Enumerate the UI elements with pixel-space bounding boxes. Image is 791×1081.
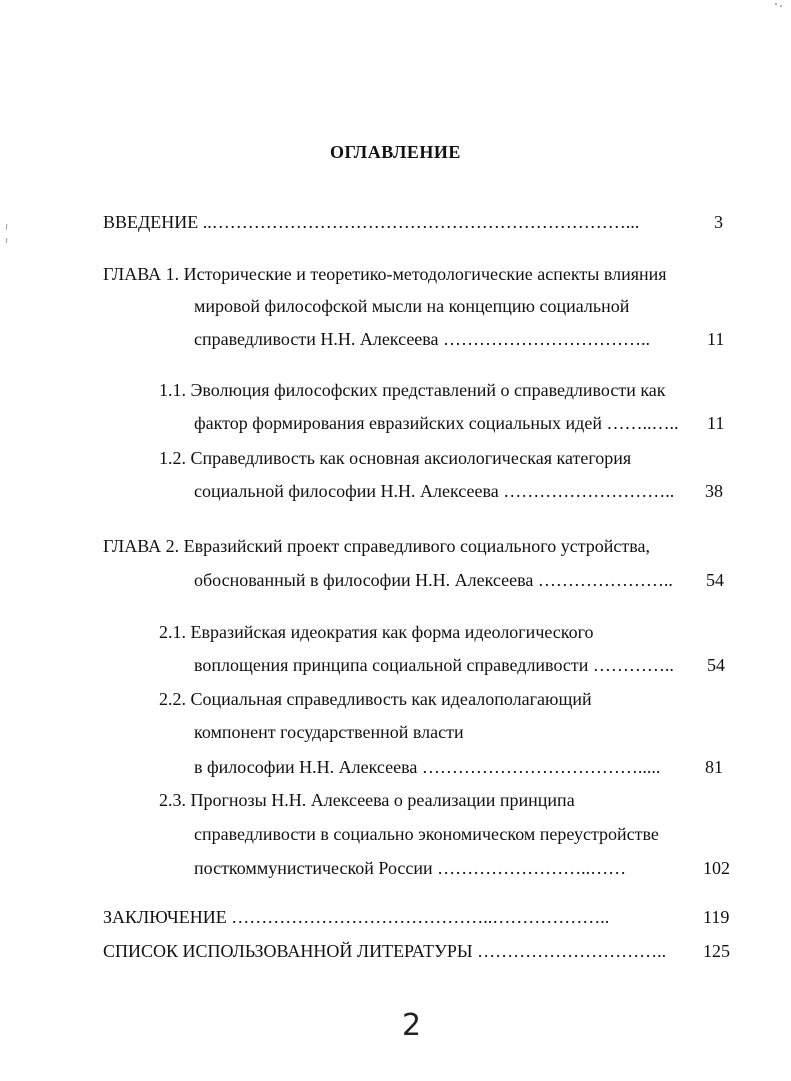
toc-entry-chapter-1-line-2: мировой философской мысли на концепцию социальной	[194, 296, 630, 316]
toc-entry-chapter-2-line-2: обоснованный в философии Н.Н. Алексеева …………………..	[194, 570, 673, 590]
toc-entry-section-1-2-line-2: социальной философии Н.Н. Алексеева ………………………..	[194, 481, 675, 501]
toc-entry-section-2-2-line-2: компонент государственной власти	[194, 722, 464, 742]
toc-entry-section-2-1: 2.1. Евразийская идеократия как форма идеологического	[159, 622, 594, 642]
toc-entry-section-1-1-line-2: фактор формирования евразийских социальных идей ……..…..	[194, 413, 679, 433]
toc-entry-section-2-2: 2.2. Социальная справедливость как идеалополагающий	[159, 689, 592, 709]
toc-page-number: 119	[703, 907, 730, 927]
toc-page-number: 81	[705, 757, 723, 777]
toc-entry-section-2-1-line-2: воплощения принципа социальной справедливости …………..	[194, 655, 674, 675]
toc-page-number: 3	[714, 212, 723, 232]
toc-entry-section-1-1: 1.1. Эволюция философских представлений о справедливости как	[159, 380, 666, 400]
page-number: 2	[402, 1008, 422, 1043]
toc-entry-bibliography: СПИСОК ИСПОЛЬЗОВАННОЙ ЛИТЕРАТУРЫ …………………………..	[103, 941, 667, 961]
toc-entry-section-2-3-line-2: справедливости в социально экономическом переустройстве	[194, 824, 659, 844]
toc-entry-chapter-2: ГЛАВА 2. Евразийский проект справедливого социального устройства,	[103, 536, 651, 556]
toc-entry-chapter-1: ГЛАВА 1. Исторические и теоретико-методологические аспекты влияния	[103, 264, 667, 284]
toc-entry-section-1-2: 1.2. Справедливость как основная аксиологическая категория	[159, 448, 632, 468]
toc-page-number: 102	[703, 858, 730, 878]
page-title: ОГЛАВЛЕНИЕ	[330, 142, 461, 162]
toc-page-number: 125	[703, 941, 730, 961]
toc-entry-chapter-1-line-3: справедливости Н.Н. Алексеева ……………………………..	[194, 329, 651, 349]
toc-entry-introduction: ВВЕДЕНИЕ ..……………………………………………………………...	[103, 212, 640, 232]
toc-entry-section-2-2-line-3: в философии Н.Н. Алексеева ……………………………….....	[194, 757, 661, 777]
toc-page-number: 54	[706, 570, 724, 590]
toc-page-number: 54	[707, 655, 725, 675]
toc-page-number: 38	[705, 481, 723, 501]
toc-entry-section-2-3: 2.3. Прогнозы Н.Н. Алексеева о реализации принципа	[159, 790, 575, 810]
toc-page-number: 11	[707, 413, 725, 433]
toc-page-number: 11	[707, 329, 725, 349]
toc-entry-section-2-3-line-3: посткоммунистической России ……………………..……	[194, 858, 627, 878]
toc-entry-conclusion: ЗАКЛЮЧЕНИЕ ……………………………………..………………..	[103, 907, 610, 927]
